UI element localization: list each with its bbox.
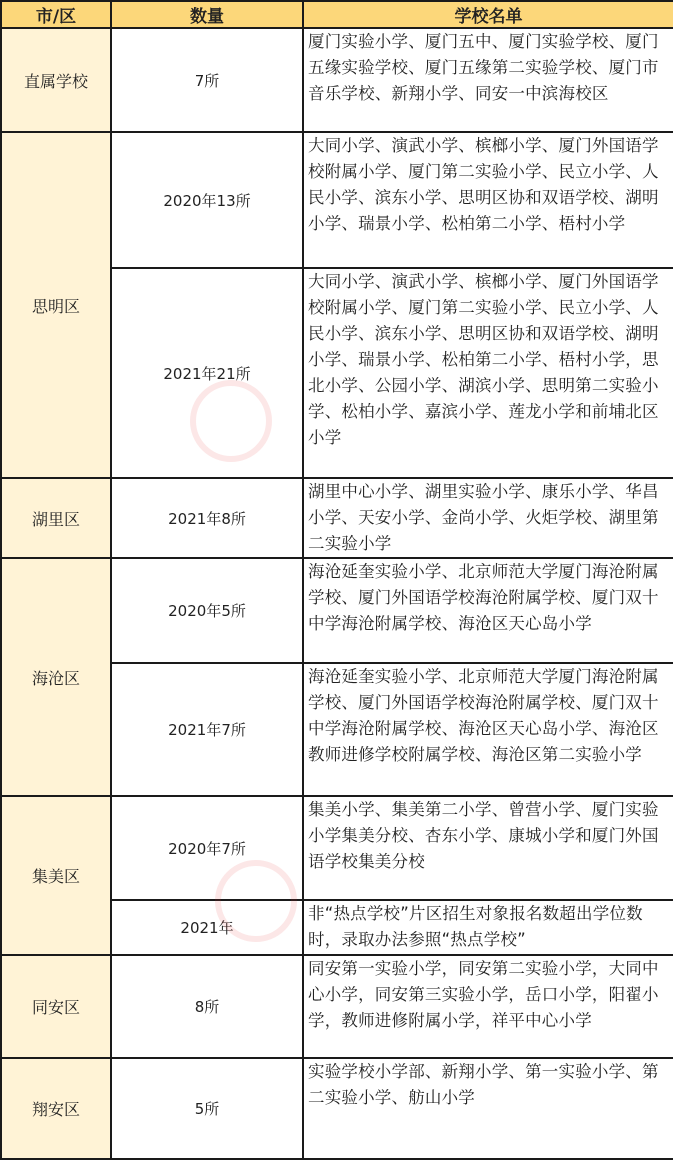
- header-row: [1, 1, 673, 28]
- table-row: [1, 478, 673, 558]
- schools-cell: 海沧延奎实验小学、北京师范大学厦门海沧附属学校、厦门外国语学校海沧附属学校、厦门双十中学海沧附属学校、海沧区天心岛小学: [303, 558, 673, 663]
- table-row: [1, 558, 673, 663]
- count-cell: 8所: [111, 955, 303, 1058]
- header-region: 市/区: [1, 1, 111, 28]
- schools-cell: 集美小学、集美第二小学、曾营小学、厦门实验小学集美分校、杏东小学、康城小学和厦门外国语学校集美分校: [303, 796, 673, 900]
- schools-cell: 非“热点学校”片区招生对象报名数超出学位数时，录取办法参照“热点学校”: [303, 900, 673, 955]
- table-row: [1, 132, 673, 268]
- region-cell: 海沧区: [1, 558, 111, 796]
- count-cell: 2020年5所: [111, 558, 303, 663]
- count-cell: 2021年8所: [111, 478, 303, 558]
- table-row: [1, 28, 673, 132]
- header-count: 数量: [111, 1, 303, 28]
- schools-cell: 厦门实验小学、厦门五中、厦门实验学校、厦门五缘实验学校、厦门五缘第二实验学校、厦门市音乐学校、新翔小学、同安一中滨海校区: [303, 28, 673, 132]
- count-cell: 2020年7所: [111, 796, 303, 900]
- region-cell: 直属学校: [1, 28, 111, 132]
- count-cell: 2021年: [111, 900, 303, 955]
- count-cell: 2021年7所: [111, 663, 303, 796]
- count-cell: 2021年21所: [111, 268, 303, 478]
- region-cell: 思明区: [1, 132, 111, 478]
- region-cell: 同安区: [1, 955, 111, 1058]
- region-cell: 湖里区: [1, 478, 111, 558]
- schools-cell: 海沧延奎实验小学、北京师范大学厦门海沧附属学校、厦门外国语学校海沧附属学校、厦门双十中学海沧附属学校、海沧区天心岛小学、海沧区教师进修学校附属学校、海沧区第二实验小学: [303, 663, 673, 796]
- schools-cell: 实验学校小学部、新翔小学、第一实验小学、第二实验小学、舫山小学: [303, 1058, 673, 1159]
- schools-cell: 同安第一实验小学，同安第二实验小学，大同中心小学，同安第三实验小学，岳口小学，阳翟小学，教师进修附属小学，祥平中心小学: [303, 955, 673, 1058]
- count-cell: 7所: [111, 28, 303, 132]
- table-row: [1, 955, 673, 1058]
- region-cell: 集美区: [1, 796, 111, 955]
- region-cell: 翔安区: [1, 1058, 111, 1159]
- table-row: [1, 796, 673, 900]
- schools-cell: 大同小学、演武小学、槟榔小学、厦门外国语学校附属小学、厦门第二实验小学、民立小学、人民小学、滨东小学、思明区协和双语学校、湖明小学、瑞景小学、松柏第二小学、梧村小学: [303, 132, 673, 268]
- schools-cell: 湖里中心小学、湖里实验小学、康乐小学、华昌小学、天安小学、金尚小学、火炬学校、湖里第二实验小学: [303, 478, 673, 558]
- count-cell: 5所: [111, 1058, 303, 1159]
- schools-cell: 大同小学、演武小学、槟榔小学、厦门外国语学校附属小学、厦门第二实验小学、民立小学、人民小学、滨东小学、思明区协和双语学校、湖明小学、瑞景小学、松柏第二小学、梧村小学，思北小学、公园小学、湖滨小学、思明第二实验小学、松柏小学、嘉滨小学、莲龙小学和前埔北区小学: [303, 268, 673, 478]
- header-schools: 学校名单: [303, 1, 673, 28]
- table-row: [1, 1058, 673, 1159]
- count-cell: 2020年13所: [111, 132, 303, 268]
